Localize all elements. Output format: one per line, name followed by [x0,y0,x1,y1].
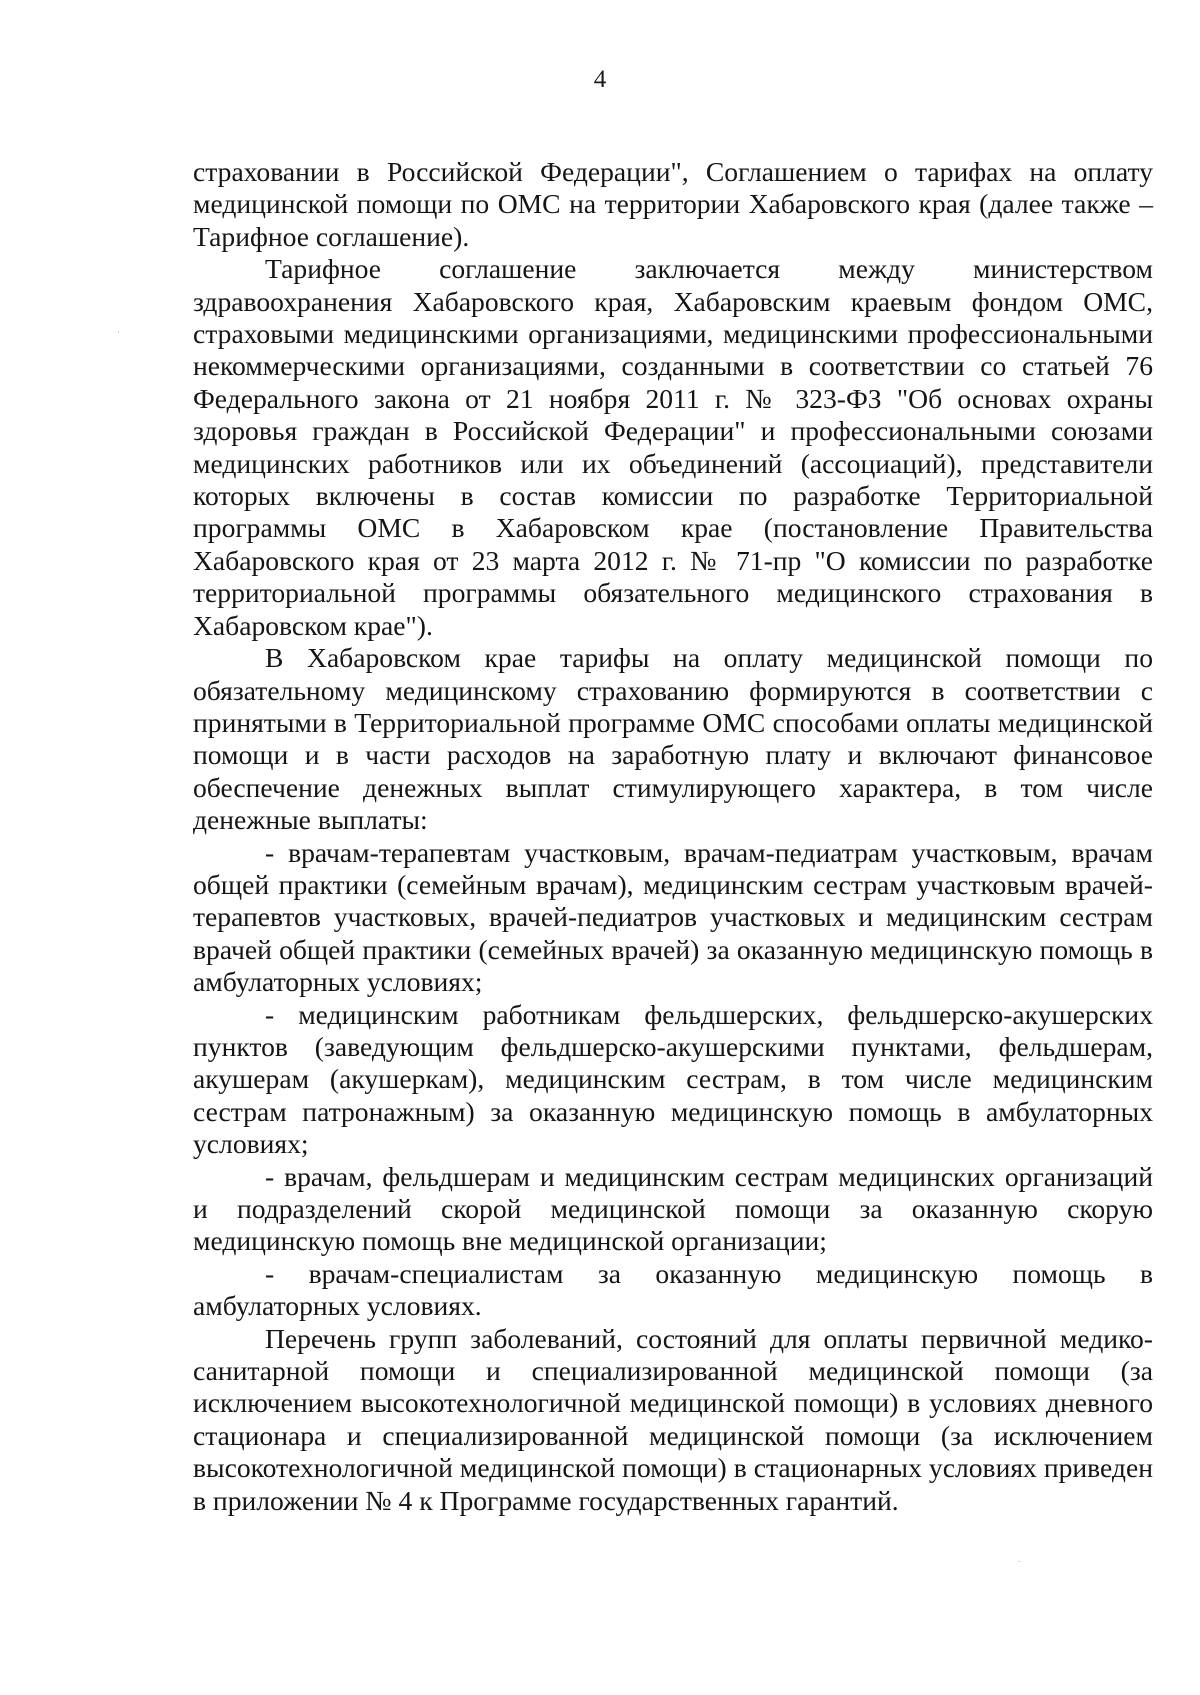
paragraph-tariff-agreement-definition: страховании в Российской Федерации", Соглашением о тарифах на оплату медицинской помощи по ОМС на территории Хабаровского края (далее также – Тарифное соглашение). [193,156,1153,252]
paragraph-disease-groups: Перечень групп заболеваний, состояний для оплаты первичной медико-санитарной помощи и специализированной медицинской помощи (за исключением высокотехнологичной медицинской помощи) в условиях дневного стационара и специализированной медицинской помощи (за исключением высокотехнологичной медицинской помощи) в стационарных условиях приведен в приложении № 4 к Программе государственных гарантий. [193,1322,1153,1516]
document-body [193,156,1153,1517]
list-item-specialists: - врачам-специалистам за оказанную медицинскую помощь в амбулаторных условиях. [193,1257,1153,1322]
list-item-district-therapists: - врачам-терапевтам участковым, врачам-педиатрам участковым, врачам общей практики (семейным врачам), медицинским сестрам участковым врачей-терапевтов участковых, врачей-педиатров участковых и медицинским сестрам врачей общей практики (семейных врачей) за оказанную медицинскую помощь в амбулаторных условиях; [193,836,1153,998]
scan-artifact-mark [1018,1561,1020,1562]
list-item-feldsher-stations: - медицинским работникам фельдшерских, фельдшерско-акушерских пунктов (заведующим фельдшерско-акушерскими пунктами, фельдшерам, акушерам (акушеркам), медицинским сестрам, в том числе медицинским сестрам патронажным) за оказанную медицинскую помощь в амбулаторных условиях; [193,998,1153,1160]
paragraph-tariff-agreement-parties: Тарифное соглашение заключается между министерством здравоохранения Хабаровского края, Хабаровским краевым фондом ОМС, страховыми медицинскими организациями, медицинскими профессиональными некоммерческими организациями, созданными в соответствии со статьей 76 Федерального закона от 21 ноября 2011 г. № 323-ФЗ "Об основах охраны здоровья граждан в Российской Федерации" и профессиональными союзами медицинских работников или их объединений (ассоциаций), представители которых включены в состав комиссии по разработке Территориальной программы ОМС в Хабаровском крае (постановление Правительства Хабаровского края от 23 марта 2012 г. № 71-пр "О комиссии по разработке территориальной программы обязательного медицинского страхования в Хабаровском крае"). [193,253,1153,641]
page-number: 4 [593,66,607,93]
scan-artifact-mark [118,331,119,333]
paragraph-tariff-formation: В Хабаровском крае тарифы на оплату медицинской помощи по обязательному медицинскому страхованию формируются в соответствии с принятыми в Территориальной программе ОМС способами оплаты медицинской помощи и в части расходов на заработную плату и включают финансовое обеспечение денежных выплат стимулирующего характера, в том числе денежные выплаты: [193,642,1153,836]
list-item-emergency-care: - врачам, фельдшерам и медицинским сестрам медицинских организаций и подразделений скорой медицинской помощи за оказанную скорую медицинскую помощь вне медицинской организации; [193,1160,1153,1257]
